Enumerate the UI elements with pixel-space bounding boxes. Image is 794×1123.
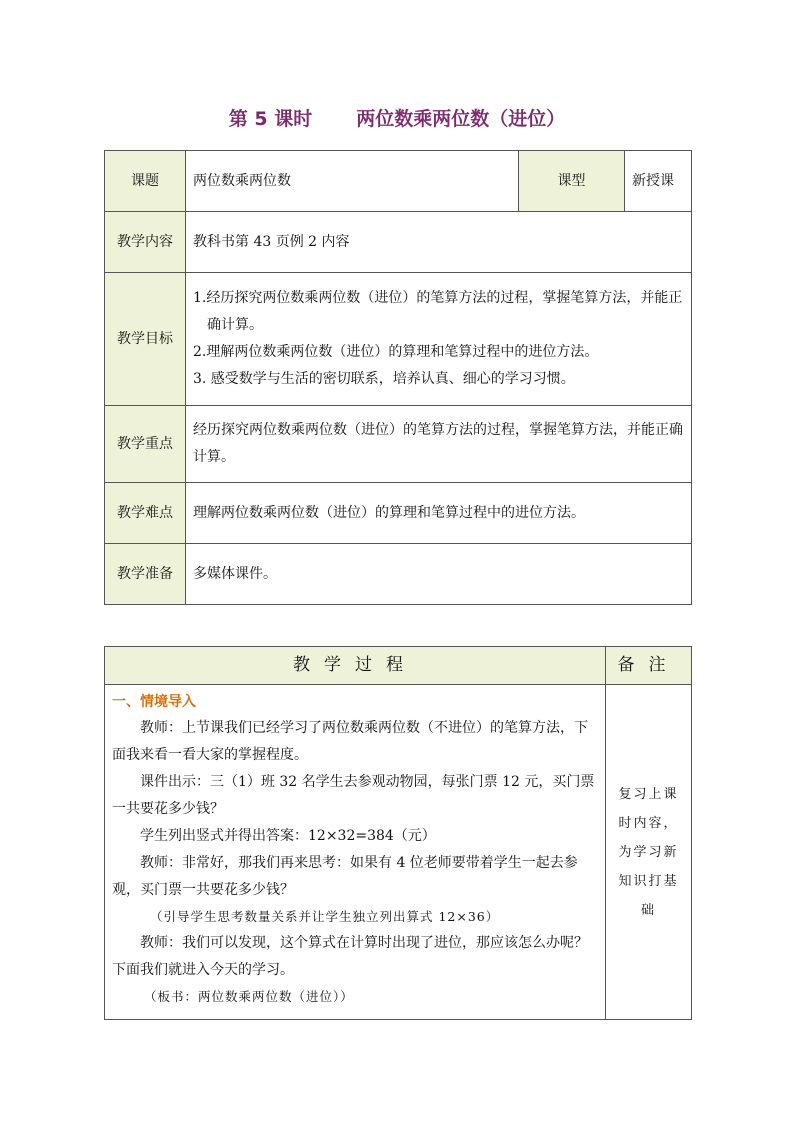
- process-content: [105, 685, 606, 1020]
- page-title: [0, 104, 794, 131]
- guidance-note: （引导学生思考数量关系并让学生独立列出算式 12×36）: [150, 909, 500, 924]
- goal-label: 教学目标: [105, 273, 186, 406]
- difficulty-value: 理解两位数乘两位数（进位）的算理和笔算过程中的进位方法。: [186, 483, 692, 544]
- remark-cell: [606, 685, 692, 1020]
- process-body-row: [105, 685, 692, 1020]
- process-header: 教学过程: [105, 647, 606, 685]
- process-paragraph: 学生列出竖式并得出答案：12×32=384（元）: [140, 828, 436, 844]
- content-row: [105, 212, 692, 273]
- remark-text: 复习上课时内容，为学习新知识打基础: [618, 786, 679, 918]
- goal-row: [105, 273, 692, 406]
- lesson-number: 第 5 课时: [228, 108, 313, 130]
- process-header-row: [105, 647, 692, 685]
- process-paragraph: 课件出示：三（1）班 32 名学生去参观动物园，每张门票 12 元，买门票一共要花多少钱？: [112, 774, 595, 817]
- teaching-process-table: [104, 646, 692, 1020]
- goal-item: 1.经历探究两位数乘两位数（进位）的笔算方法的过程，掌握笔算方法，并能正确计算。: [193, 290, 683, 333]
- goal-value: [186, 273, 692, 406]
- type-label: 课型: [519, 151, 625, 212]
- content-label: 教学内容: [105, 212, 186, 273]
- content-value: 教科书第 43 页例 2 内容: [186, 212, 692, 273]
- section-title: 一、情境导入: [112, 694, 196, 710]
- goal-item: 3. 感受数学与生活的密切联系，培养认真、细心的学习习惯。: [193, 371, 575, 387]
- lesson-info-table: [104, 150, 692, 605]
- difficulty-row: [105, 483, 692, 544]
- key-row: [105, 406, 692, 483]
- process-paragraph: 教师：我们可以发现，这个算式在计算时出现了进位，那应该怎么办呢？下面我们就进入今天的学习。: [112, 935, 588, 978]
- blackboard-note: （板书：两位数乘两位数（进位））: [144, 989, 354, 1004]
- type-value: 新授课: [625, 151, 692, 212]
- prep-row: [105, 544, 692, 605]
- difficulty-label: 教学难点: [105, 483, 186, 544]
- key-label: 教学重点: [105, 406, 186, 483]
- remark-header: 备注: [606, 647, 692, 685]
- process-paragraph: 教师：非常好，那我们再来思考：如果有 4 位老师要带着学生一起去参观，买门票一共要花多少钱？: [112, 855, 578, 898]
- process-paragraph: 教师：上节课我们已经学习了两位数乘两位数（不进位）的笔算方法，下面我来看一看大家的掌握程度。: [112, 720, 588, 763]
- subject-row: [105, 151, 692, 212]
- key-value: 经历探究两位数乘两位数（进位）的笔算方法的过程，掌握笔算方法，并能正确计算。: [186, 406, 692, 483]
- prep-value: 多媒体课件。: [186, 544, 692, 605]
- subject-value: 两位数乘两位数: [186, 151, 519, 212]
- goal-item: 2.理解两位数乘两位数（进位）的算理和笔算过程中的进位方法。: [193, 344, 599, 360]
- prep-label: 教学准备: [105, 544, 186, 605]
- subject-label: 课题: [105, 151, 186, 212]
- lesson-topic: 两位数乘两位数（进位）: [356, 108, 566, 130]
